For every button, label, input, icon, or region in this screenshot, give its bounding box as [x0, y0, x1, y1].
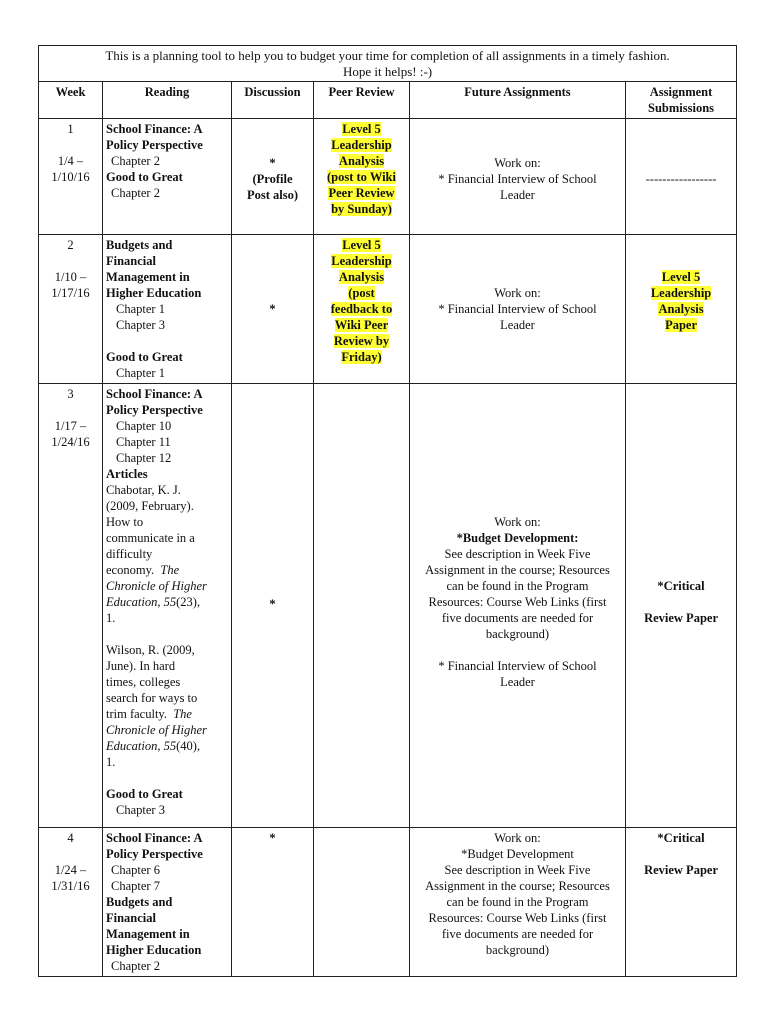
table-row	[39, 384, 737, 828]
peer-review-cell	[314, 828, 410, 977]
reading-cell: Budgets and Financial Management in Higher Education Chapter 1 Chapter 3 Good to Great Chapter 1	[103, 235, 232, 384]
future-assignments-cell: Work on: *Budget Development See description in Week Five Assignment in the course; Resources can be found in the Program Resources: Course Web Links (first five documents are needed for background)	[410, 828, 626, 977]
reading-cell: School Finance: A Policy Perspective Chapter 10 Chapter 11 Chapter 12 Articles Chabotar, K. J. (2009, February). How to communicate in a difficulty economy. The Chronicle of Higher Education, 55(23), 1. Wilson, R. (2009, June). In hard times, colleges search for ways to trim faculty. The Chronicle of Higher Education, 55(40), 1. Good to Great Chapter 3	[103, 384, 232, 828]
week-cell: 1 1/4 – 1/10/16	[39, 119, 103, 235]
discussion-cell: *	[232, 235, 314, 384]
reading-cell: School Finance: A Policy Perspective Chapter 6 Chapter 7 Budgets and Financial Management in Higher Education Chapter 2	[103, 828, 232, 977]
header-future-assignments: Future Assignments	[410, 82, 626, 119]
peer-review-cell	[314, 384, 410, 828]
table-row	[39, 235, 737, 384]
discussion-cell: * (Profile Post also)	[232, 119, 314, 235]
peer-review-cell: Level 5 Leadership Analysis (post feedback to Wiki Peer Review by Friday)	[314, 235, 410, 384]
submission-cell: *Critical Review Paper	[626, 384, 737, 828]
discussion-cell: *	[232, 828, 314, 977]
week-cell: 3 1/17 – 1/24/16	[39, 384, 103, 828]
planning-table	[38, 45, 737, 977]
header-week: Week	[39, 82, 103, 119]
reading-cell: School Finance: A Policy Perspective Chapter 2 Good to Great Chapter 2	[103, 119, 232, 235]
future-assignments-cell: Work on: * Financial Interview of School Leader	[410, 119, 626, 235]
submission-cell: *Critical Review Paper	[626, 828, 737, 977]
future-assignments-cell: Work on: * Financial Interview of School Leader	[410, 235, 626, 384]
discussion-cell: *	[232, 384, 314, 828]
future-assignments-cell: Work on: *Budget Development: See description in Week Five Assignment in the course; Resources can be found in the Program Resources: Course Web Links (first five documents are needed for background) * Financial Interview of School Leader	[410, 384, 626, 828]
table-row	[39, 828, 737, 977]
header-reading: Reading	[103, 82, 232, 119]
table-row	[39, 119, 737, 235]
intro-text: This is a planning tool to help you to budget your time for completion of all assignments in a timely fashion. Hope it helps! :-)	[39, 46, 737, 82]
peer-review-cell: Level 5 Leadership Analysis (post to Wiki Peer Review by Sunday)	[314, 119, 410, 235]
intro-row	[39, 46, 737, 82]
header-discussion: Discussion	[232, 82, 314, 119]
submission-cell: -----------------	[626, 119, 737, 235]
header-row	[39, 82, 737, 119]
week-cell: 4 1/24 – 1/31/16	[39, 828, 103, 977]
header-assignment-submissions: Assignment Submissions	[626, 82, 737, 119]
week-cell: 2 1/10 – 1/17/16	[39, 235, 103, 384]
header-peer-review: Peer Review	[314, 82, 410, 119]
submission-cell: Level 5 Leadership Analysis Paper	[626, 235, 737, 384]
